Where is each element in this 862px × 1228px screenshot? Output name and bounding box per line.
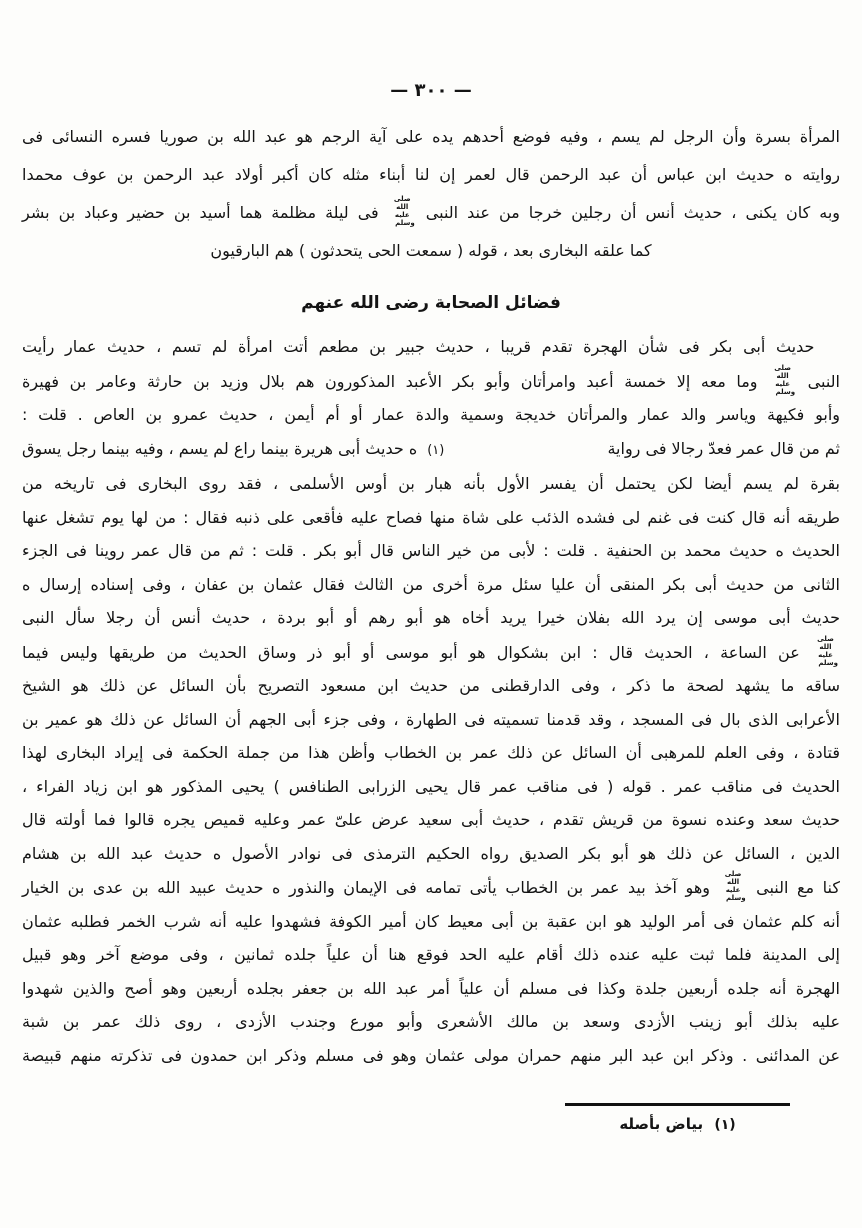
text-line: صلى الله عليه وسلم عن الساعة ، الحديث قال : ابن بشكوال هو أبو موسى أو أبو ذر وساق الحديث من طريقها وليس فيما: [22, 634, 838, 667]
line-with-original-blank: [22, 432, 840, 468]
text-line: حديث سعد وعنده نسوة من قريش تقدم ، حديث أبى سعيد عرض علىّ عمر وعليه قميص يجره قالوا فما أولته قال: [22, 810, 840, 830]
footnote-text: بياض بأصله: [619, 1115, 704, 1133]
text-line: الدين ، السائل عن ذلك هو أبو بكر الصديق رواه الحكيم الترمذى فى نوادر الأصول ه حديث عبد الله بن هشام: [22, 843, 840, 863]
text-line: حديث أبى بكر فى شأن الهجرة تقدم قريبا ، حديث جبير بن مطعم أتت امرأة لم تسم ، حديث عمار رأيت: [22, 337, 815, 356]
footnote-marker: (١): [714, 1117, 736, 1133]
text-line: قتادة ، وفى العلم للمرهبى أن السائل عن ذلك عمر بن الخطاب وأظن هذا من جملة الحكمة فى إيراد البخارى لهذا: [22, 743, 840, 763]
page-number: — ٣٠٠ —: [390, 80, 472, 101]
text-line: حديث أبى موسى إن يرد الله بفلان خيرا يريد أخاه هو أبو رهم أو أبو بردة ، حديث أنس أن رجلا سأل النبى: [22, 608, 840, 628]
intro-closing-line: كما علقه البخارى بعد ، قوله ( سمعت الحى يتحدثون ) هم البارقيون: [210, 241, 652, 260]
text-line: الثانى من حديث أبى بكر المنقى أن عليا سئل مرة أخرى من الثالث فقال عثمان بن عفان ، وفى إسناده إرسال ه: [22, 574, 840, 594]
text-line: إلى المدينة فلما ثبت عليه عنده ذلك أقام عليه الحد فوقع هنا أن علياً جلده ثمانين ، وفى موضع آخر وهو قبيل: [22, 945, 840, 965]
prophet-honorific-mark: صلى الله عليه وسلم: [724, 870, 746, 903]
body-lines-before-gap: [22, 330, 840, 432]
prophet-honorific-mark: صلى الله عليه وسلم: [774, 363, 796, 396]
intro-paragraph-lines: [22, 118, 840, 232]
text-line: الحديث ه حديث محمد بن الحنفية . قلت : لأبى من خير الناس قال أبو بكر . قلت : ثم من قال عمر روينا فى الجزء: [22, 541, 840, 561]
body-lines-after-gap: [22, 467, 840, 1072]
text-line: أنه كلم عثمان فى أمر الوليد هو ابن عقبة بن أبى معيط كان أمير الكوفة فشهدوا عليه أنه شرب الخمر فطلبه عثمان: [22, 911, 840, 931]
text-line: الهجرة أنه جلده أربعين جلدة وكذا فى مسلم أن علياً أمر عبد الله بن جعفر بجلده أربعين وهو أصح والذين شهدوا: [22, 978, 840, 998]
section-heading: فضائل الصحابة رضى الله عنهم: [301, 293, 561, 313]
text-line: وبه كان يكنى ، حديث أنس أن رجلين خرجا من عند النبى صلى الله عليه وسلم فى ليلة مظلمة هما أسيد بن حضير وعباد بن بشر: [22, 194, 840, 227]
prophet-honorific-mark: صلى الله عليه وسلم: [817, 634, 838, 667]
text-line: كنا مع النبى صلى الله عليه وسلم وهو آخذ بيد عمر بن الخطاب يأتى تمامه فى الإيمان والنذور ه حديث عبيد الله بن عدى بن الخيار: [22, 870, 840, 903]
gap-line-left-text: ه حديث أبى هريرة بينما راع لم يسم ، وفيه بينما رجل يسوق: [22, 438, 418, 458]
text-line: الأعرابى الذى بال فى المسجد ، وقد قدمنا تسميته فى الطهارة ، وفى جزء أبى الجهم أن السائل عن ذلك هو عمير بن: [22, 709, 840, 729]
text-line: المرأة بسرة وأن الرجل لم يسم ، وفيه فوضع أحدهم يده على آية الرجم هو عبد الله بن صوريا فسره النسائى فى: [22, 127, 840, 146]
text-line: عليه بذلك أبو زينب الأزدى وسعد بن مالك الأشعرى وأبو مورع وجندب الأزدى ، روى ذلك عمر بن شبة: [22, 1012, 840, 1032]
gap-line-right-text: ثم من قال عمر فعدّ رجالا فى رواية: [607, 438, 840, 458]
text-line: بقرة لم يسم أيضا لكن يحتمل أن يفسر الأول بأنه هبار بن أوس الأسلمى ، فقد روى البخارى فى تاريخه من: [22, 474, 840, 494]
text-line: النبى صلى الله عليه وسلم وما معه إلا خمسة أعبد وامرأتان وأبو بكر الأعبد المذكورون هم بلال وزيد بن حارثة وعامر بن فهيرة: [22, 363, 840, 396]
body-paragraph: [22, 330, 840, 1072]
intro-paragraph: [22, 118, 840, 270]
footnote: [565, 1103, 790, 1133]
page-content: [22, 118, 840, 1072]
text-line: طريقه أنه قال كنت فى غنم لى فشده الذئب على شاة منها فصاح عليه فأقعى على ذنبه فقال : من لها يوم تشغل عنها: [22, 507, 840, 527]
text-line: عن المدائنى . وذكر ابن عبد البر منهم حمران مولى عثمان وهو فى مسلم وذكر ابن حمدون فى تذكرته منهم قبيصة: [22, 1045, 840, 1065]
text-line: روايته ه حديث ابن عباس أن عبد الرحمن قال لعمر إن لنا أبناء مثله كان أكبر أولاد عبد الرحمن بن عوف محمدا: [22, 165, 840, 184]
prophet-honorific-mark: صلى الله عليه وسلم: [393, 194, 415, 227]
text-line: الحديث فى مناقب عمر . قوله ( فى مناقب عمر قال يحيى الزرابى الطنافس ) يحيى المذكور هو ابن زياد الفراء ،: [22, 776, 840, 796]
footnote-marker-inline: (١): [427, 442, 445, 458]
text-line: ساقه ما يشهد لصحة ما ذكر ، وفى الدارقطنى من حديث ابن مسعود التصريح بأن السائل عن ذلك هو الشيخ: [22, 676, 840, 696]
text-line: وأبو فكيهة وياسر والد عمار والمرأتان خديجة وسمية والدة عمار أو أم أيمن ، حديث عمرو بن العاص . قلت :: [22, 405, 840, 425]
